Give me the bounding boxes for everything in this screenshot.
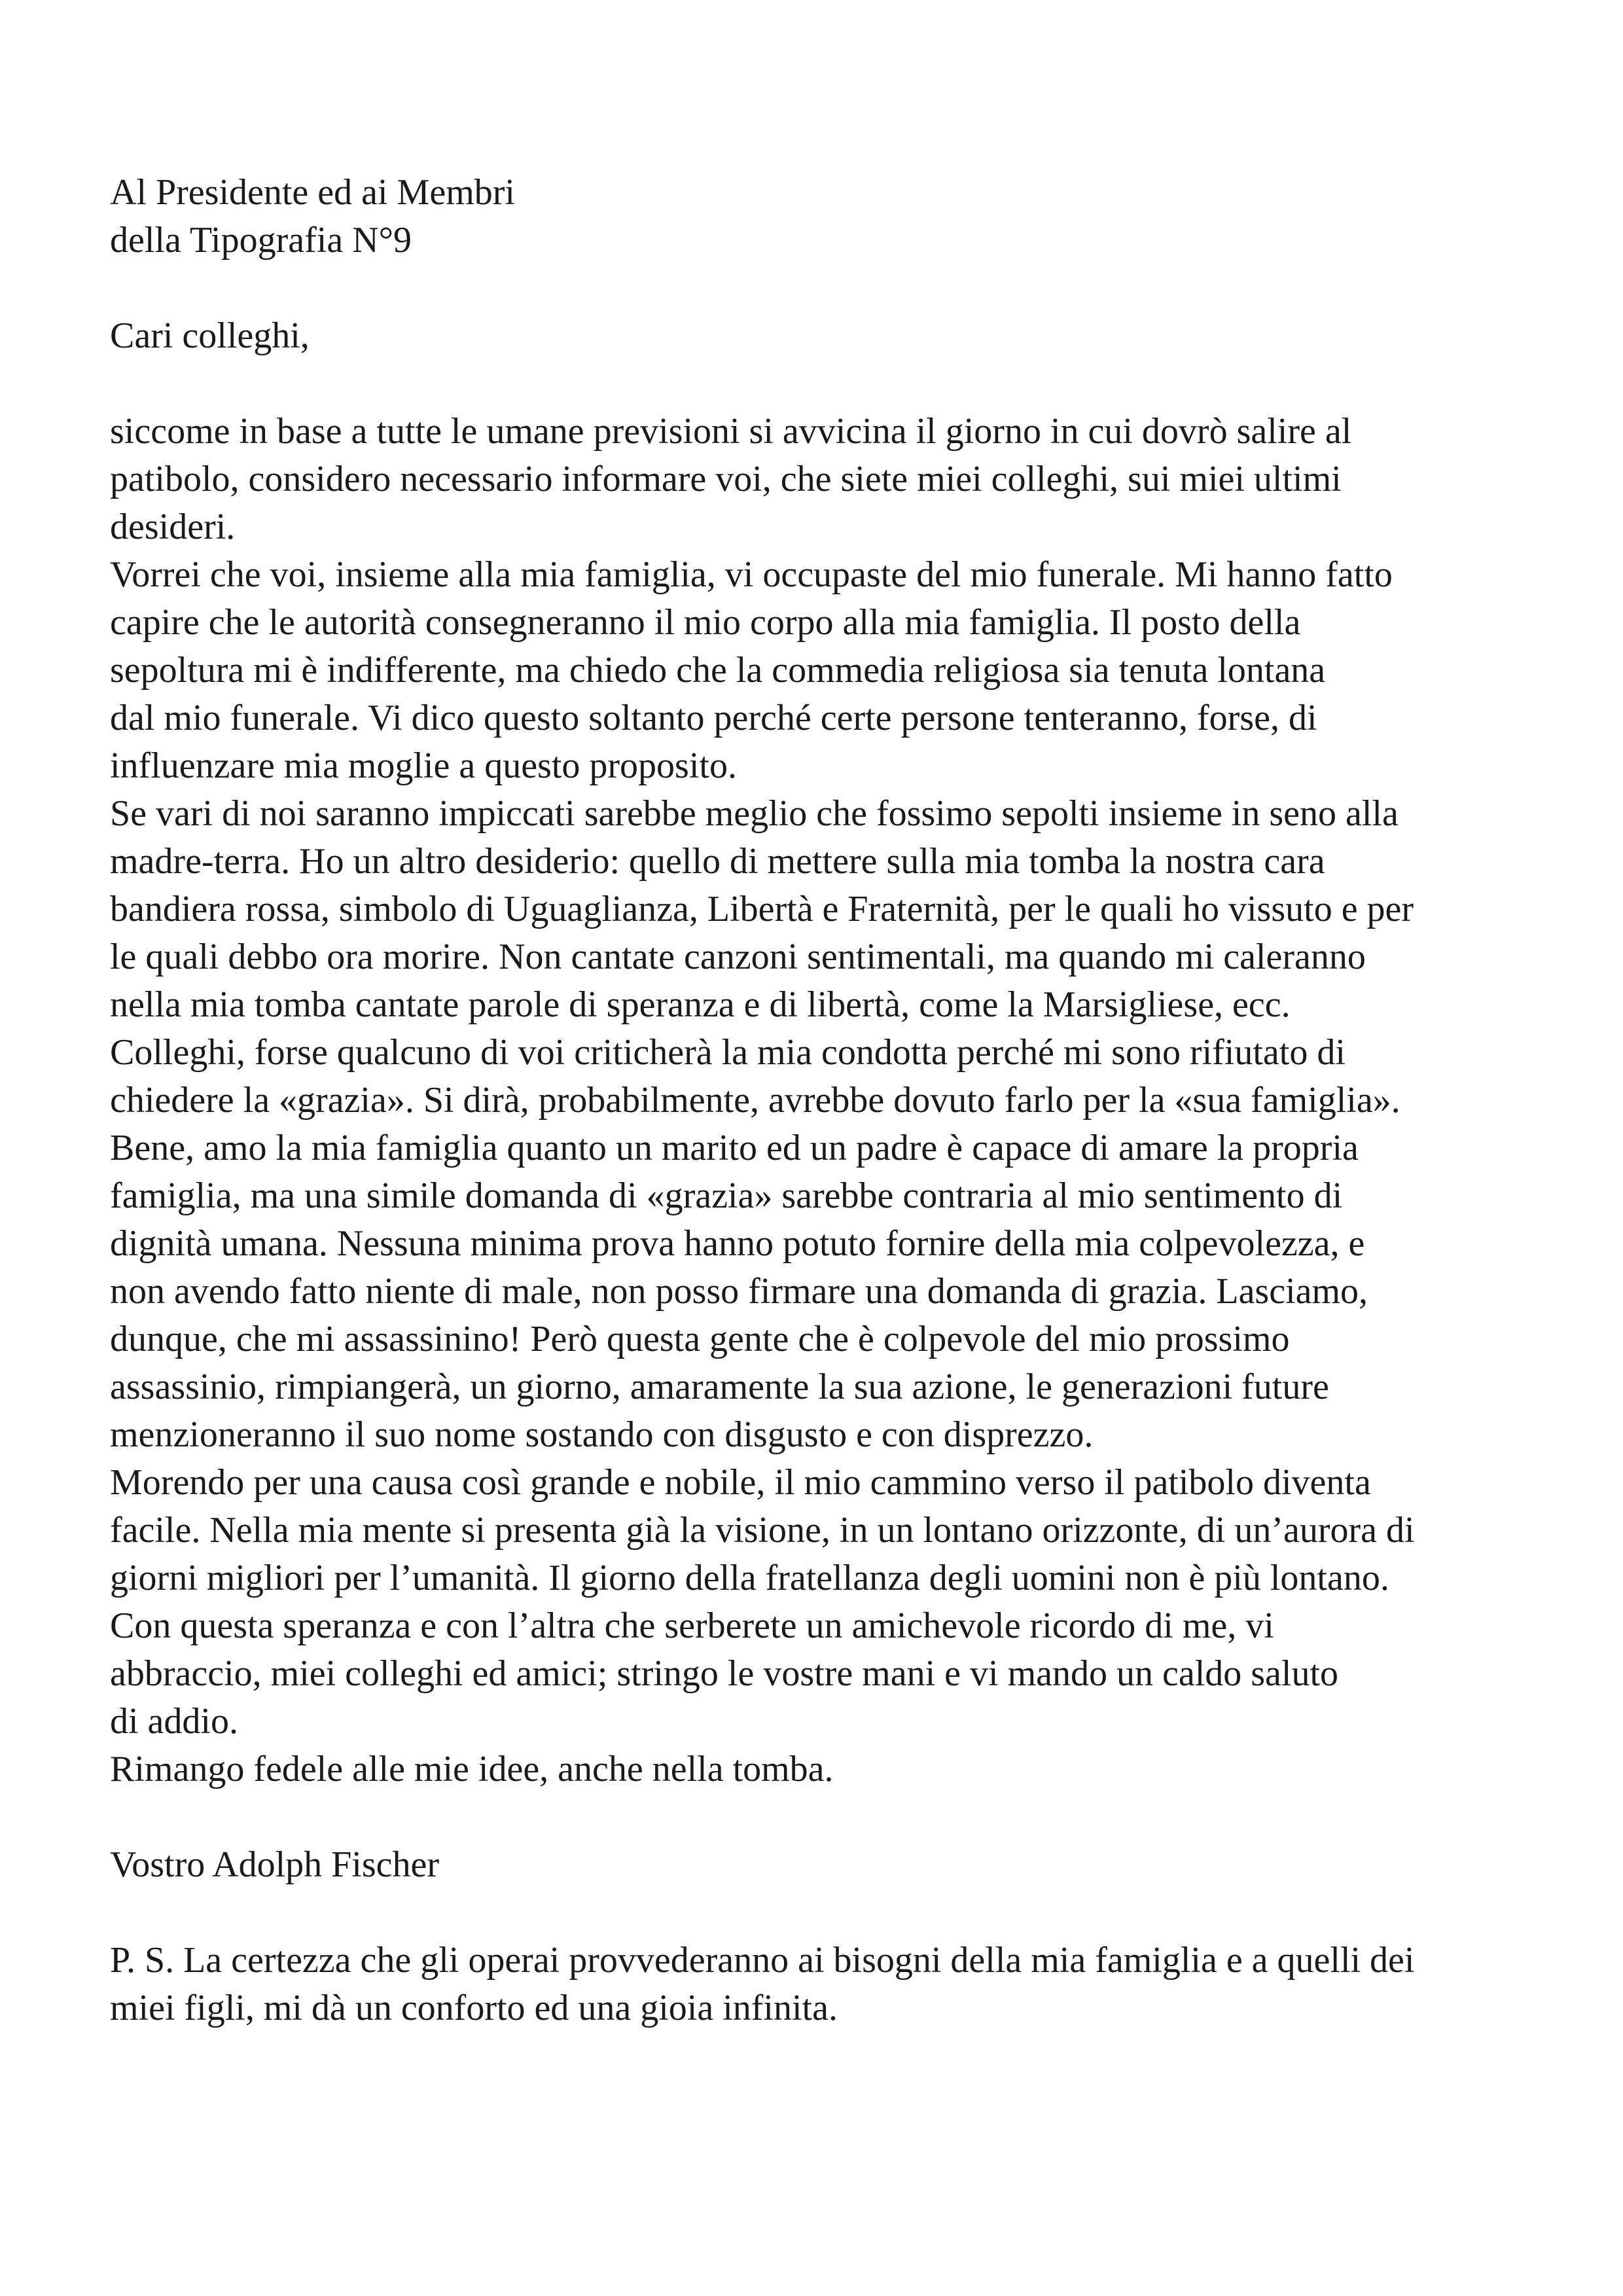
letter-page — [110, 169, 1563, 2032]
body-line: Morendo per una causa così grande e nobile, il mio cammino verso il patibolo diventa — [110, 1462, 1371, 1503]
body-line: dunque, che mi assassinino! Però questa gente che è colpevole del mio prossimo — [110, 1319, 1290, 1359]
body-line: facile. Nella mia mente si presenta già la visione, in un lontano orizzonte, di un’aurora di — [110, 1510, 1415, 1551]
body-line: Se vari di noi saranno impiccati sarebbe meglio che fossimo sepolti insieme in seno alla — [110, 793, 1399, 834]
body-line: patibolo, considero necessario informare voi, che siete miei colleghi, sui miei ultimi — [110, 459, 1342, 499]
body-line: bandiera rossa, simbolo di Uguaglianza, Libertà e Fraternità, per le quali ho vissuto e per — [110, 889, 1414, 929]
body-line: non avendo fatto niente di male, non posso firmare una domanda di grazia. Lasciamo, — [110, 1271, 1368, 1312]
body-line: Bene, amo la mia famiglia quanto un marito ed un padre è capace di amare la propria — [110, 1128, 1359, 1168]
body-line: nella mia tomba cantate parole di speranza e di libertà, come la Marsigliese, ecc. — [110, 984, 1291, 1025]
postscript-line: miei figli, mi dà un conforto ed una gioia infinita. — [110, 1988, 838, 2028]
paragraph-gap — [110, 264, 1563, 312]
body-line: giorni migliori per l’umanità. Il giorno della fratellanza degli uomini non è più lontano. — [110, 1558, 1389, 1598]
paragraph-gap — [110, 360, 1563, 408]
salutation: Cari colleghi, — [110, 315, 310, 356]
paragraph-gap — [110, 1793, 1563, 1841]
body-line: capire che le autorità consegneranno il mio corpo alla mia famiglia. Il posto della — [110, 602, 1301, 643]
body-line: Con questa speranza e con l’altra che serberete un amichevole ricordo di me, vi — [110, 1605, 1274, 1646]
body-line: Rimango fedele alle mie idee, anche nella tomba. — [110, 1749, 834, 1789]
postscript-line: P. S. La certezza che gli operai provvederanno ai bisogni della mia famiglia e a quelli dei — [110, 1940, 1415, 1981]
body-line: Colleghi, forse qualcuno di voi criticherà la mia condotta perché mi sono rifiutato di — [110, 1032, 1346, 1073]
body-line: dal mio funerale. Vi dico questo soltanto perché certe persone tenteranno, forse, di — [110, 698, 1317, 738]
body-line: di addio. — [110, 1701, 238, 1742]
signature: Vostro Adolph Fischer — [110, 1844, 439, 1885]
body-line: dignità umana. Nessuna minima prova hanno potuto fornire della mia colpevolezza, e — [110, 1223, 1365, 1264]
recipient-line: della Tipografia N°9 — [110, 220, 412, 260]
body-line: sepoltura mi è indifferente, ma chiedo che la commedia religiosa sia tenuta lontana — [110, 650, 1326, 691]
postscript — [110, 1937, 1563, 2032]
body-line: famiglia, ma una simile domanda di «grazia» sarebbe contraria al mio sentimento di — [110, 1175, 1343, 1216]
body-line: menzioneranno il suo nome sostando con disgusto e con disprezzo. — [110, 1414, 1094, 1455]
recipient-block — [110, 169, 1563, 264]
body-line: desideri. — [110, 507, 236, 547]
body-line: influenzare mia moglie a questo proposito. — [110, 745, 737, 786]
body-line: chiedere la «grazia». Si dirà, probabilmente, avrebbe dovuto farlo per la «sua famiglia». — [110, 1080, 1400, 1121]
body-line: le quali debbo ora morire. Non cantate canzoni sentimentali, ma quando mi caleranno — [110, 937, 1366, 977]
body-line: abbraccio, miei colleghi ed amici; stringo le vostre mani e vi mando un caldo saluto — [110, 1653, 1339, 1694]
body-line: assassinio, rimpiangerà, un giorno, amaramente la sua azione, le generazioni future — [110, 1367, 1329, 1407]
letter-body — [110, 408, 1563, 1793]
body-line: madre-terra. Ho un altro desiderio: quello di mettere sulla mia tomba la nostra cara — [110, 841, 1325, 882]
paragraph-gap — [110, 1889, 1563, 1937]
body-line: Vorrei che voi, insieme alla mia famiglia, vi occupaste del mio funerale. Mi hanno fatto — [110, 554, 1393, 595]
recipient-line: Al Presidente ed ai Membri — [110, 172, 515, 213]
body-line: siccome in base a tutte le umane previsioni si avvicina il giorno in cui dovrò salire al — [110, 411, 1352, 452]
